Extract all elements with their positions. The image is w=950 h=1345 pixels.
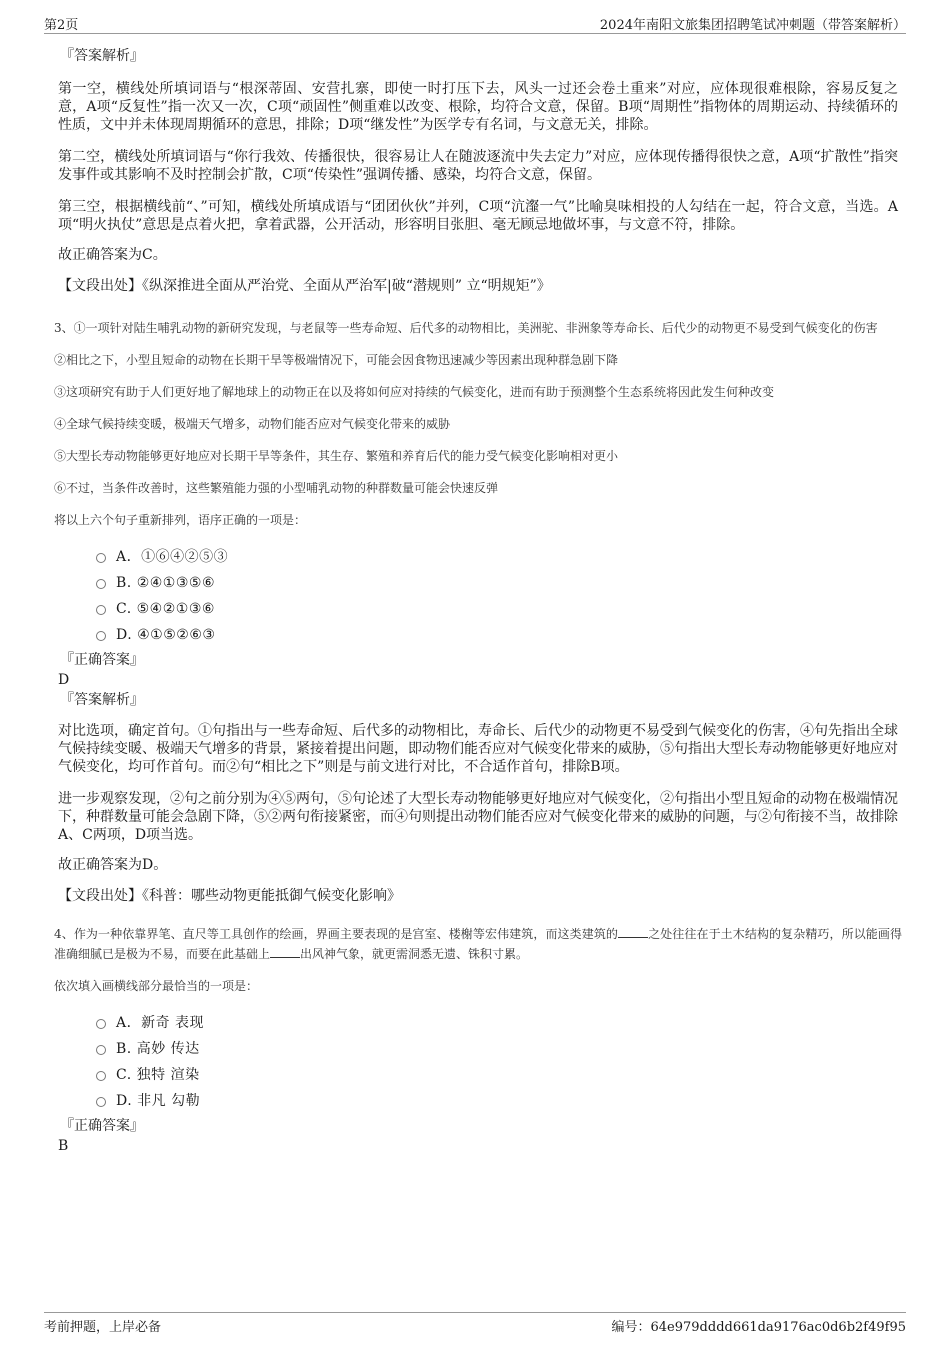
radio-icon[interactable] bbox=[96, 1045, 106, 1055]
q2-analysis-para-2: 第二空，横线处所填词语与“你行我效、传播很快，很容易让人在随波逐流中失去定力”对应，应体现传播得很快之意，A项“扩散性”指突发事件或其影响不及时控制会扩散，C项“传染性”强调传播、感染，均符合文意，保留。 bbox=[58, 149, 898, 183]
q3-source: 【文段出处】《科普：哪些动物更能抵御气候变化影响》 bbox=[58, 888, 401, 904]
q3-stem: 3、①一项针对陆生哺乳动物的新研究发现，与老鼠等一些寿命短、后代多的动物相比，美洲驼、非洲象等寿命长、后代少的动物更不易受到气候变化的伤害 bbox=[54, 321, 878, 335]
radio-icon[interactable] bbox=[96, 579, 106, 589]
q3-prompt: 将以上六个句子重新排列，语序正确的一项是： bbox=[54, 513, 307, 527]
q3-option-a[interactable]: A．①⑥④②⑤③ bbox=[96, 544, 906, 570]
radio-icon[interactable] bbox=[96, 1097, 106, 1107]
q3-answer: D bbox=[58, 672, 70, 688]
q4-prompt: 依次填入画横线部分最恰当的一项是： bbox=[54, 979, 259, 993]
document-id: 编号：64e979dddd661da9176ac0d6b2f49f95 bbox=[611, 1320, 906, 1335]
q3-option-d[interactable]: D. ④①⑤②⑥③ bbox=[96, 622, 906, 648]
q4-answer-label: 『正确答案』 bbox=[60, 1118, 144, 1134]
q4-answer: B bbox=[58, 1138, 69, 1154]
q3-sentence-5: ⑤大型长寿动物能够更好地应对长期干旱等条件，其生存、繁殖和养育后代的能力受气候变化影响相对更小 bbox=[54, 449, 619, 463]
q3-answer-label: 『正确答案』 bbox=[60, 652, 144, 668]
q2-analysis-label: 『答案解析』 bbox=[60, 48, 144, 64]
q2-analysis-para-3: 第三空，根据横线前“、”可知，横线处所填成语与“团团伙伙”并列，C项“沆瀣一气”比喻臭味相投的人勾结在一起，符合文意，当选。A项“明火执仗”意思是点着火把，拿着武器，公开活动，形容明目张胆、毫无顾忌地做坏事，与文意不符，排除。 bbox=[58, 199, 898, 233]
radio-icon[interactable] bbox=[96, 553, 106, 563]
q3-option-c[interactable]: C. ⑤④②①③⑥ bbox=[96, 596, 906, 622]
q4-option-c[interactable]: C. 独特 渲染 bbox=[96, 1062, 906, 1088]
page-content bbox=[56, 46, 906, 1156]
q2-analysis-para-1: 第一空，横线处所填词语与“根深蒂固、安营扎寨，即使一时打压下去，风头一过还会卷土重来”对应，应体现很难根除，容易反复之意，A项“反复性”指一次又一次，C项“顽固性”侧重难以改变、根除，均符合文意，保留。B项“周期性”指物体的周期运动、持续循环的性质，文中并未体现周期循环的意思，排除；D项“继发性”为医学专有名词，与文意无关，排除。 bbox=[58, 81, 898, 133]
q3-sentence-2: ②相比之下，小型且短命的动物在长期干旱等极端情况下，可能会因食物迅速减少等因素出现种群急剧下降 bbox=[54, 353, 619, 367]
q3-sentence-6: ⑥不过，当条件改善时，这些繁殖能力强的小型哺乳动物的种群数量可能会快速反弹 bbox=[54, 481, 499, 495]
q3-sentence-4: ④全球气候持续变暖，极端天气增多，动物们能否应对气候变化带来的威胁 bbox=[54, 417, 451, 431]
radio-icon[interactable] bbox=[96, 631, 106, 641]
q3-analysis-para-2: 进一步观察发现，②句之前分别为④⑤两句，⑤句论述了大型长寿动物能够更好地应对气候变化，②句指出小型且短命的动物在极端情况下，种群数量可能会急剧下降，⑤②两句衔接紧密，而④句则提出动物们能否应对气候变化带来的威胁的问题，与②句衔接不当，故排除A、C两项，D项当选。 bbox=[58, 791, 898, 843]
q2-source: 【文段出处】《纵深推进全面从严治党、全面从严治军|破“潜规则” 立“明规矩”》 bbox=[58, 278, 551, 294]
page-header bbox=[44, 12, 906, 34]
document-title: 2024年南阳文旅集团招聘笔试冲刺题（带答案解析） bbox=[599, 18, 906, 33]
page-number: 第2页 bbox=[44, 18, 79, 33]
footer-slogan: 考前押题，上岸必备 bbox=[44, 1320, 162, 1335]
q4-option-b[interactable]: B. 高妙 传达 bbox=[96, 1036, 906, 1062]
q4-options bbox=[96, 1010, 906, 1114]
q3-options bbox=[96, 544, 906, 648]
q4-stem: 4、作为一种依靠界笔、直尺等工具创作的绘画，界画主要表现的是宫室、楼榭等宏伟建筑，而这类建筑的 之处往往在于土木结构的复杂精巧，所以能画得准确细腻已是极为不易，而要在此基础上 出风神气象，就更需洞悉无遗、铢积寸累。 bbox=[54, 927, 902, 961]
q3-option-b[interactable]: B. ②④①③⑤⑥ bbox=[96, 570, 906, 596]
radio-icon[interactable] bbox=[96, 1019, 106, 1029]
q4-option-d[interactable]: D. 非凡 勾勒 bbox=[96, 1088, 906, 1114]
radio-icon[interactable] bbox=[96, 605, 106, 615]
page-footer bbox=[44, 1312, 906, 1335]
q3-analysis-label: 『答案解析』 bbox=[60, 692, 144, 708]
blank-1 bbox=[618, 926, 648, 938]
blank-2 bbox=[270, 946, 300, 958]
q3-sentence-3: ③这项研究有助于人们更好地了解地球上的动物正在以及将如何应对持续的气候变化，进而有助于预测整个生态系统将因此发生何种改变 bbox=[54, 385, 775, 399]
q3-conclusion: 故正确答案为D。 bbox=[58, 857, 168, 873]
radio-icon[interactable] bbox=[96, 1071, 106, 1081]
q3-analysis-para-1: 对比选项，确定首句。①句指出与一些寿命短、后代多的动物相比，寿命长、后代少的动物更不易受到气候变化的伤害，④句先指出全球气候持续变暖、极端天气增多的背景，紧接着提出问题，即动物们能否应对气候变化带来的威胁，⑤句指出大型长寿动物能够更好地应对气候变化，均可作首句。而②句“相比之下”则是与前文进行对比，不合适作首句，排除B项。 bbox=[58, 723, 898, 775]
q4-option-a[interactable]: A．新奇 表现 bbox=[96, 1010, 906, 1036]
q2-conclusion: 故正确答案为C。 bbox=[58, 247, 167, 263]
